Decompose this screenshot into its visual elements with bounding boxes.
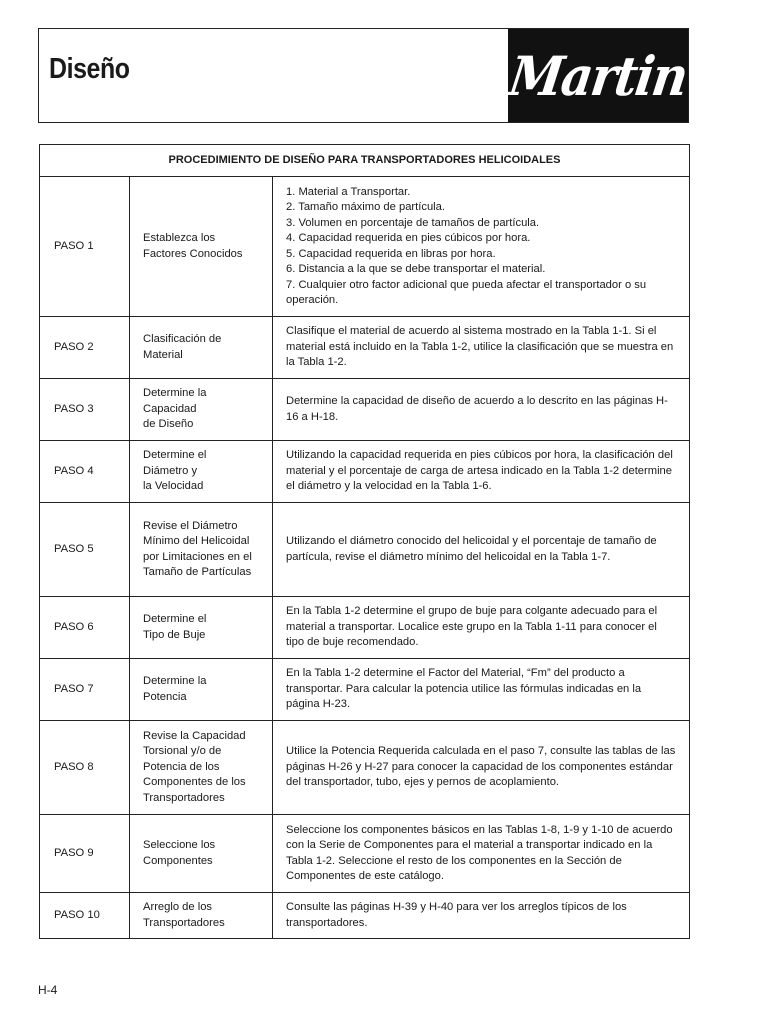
step-name bbox=[130, 659, 273, 721]
step-name-line: Determine la bbox=[143, 675, 207, 687]
step-name-line: Clasificación de bbox=[143, 333, 222, 345]
step-name-line: Potencia bbox=[143, 690, 187, 703]
step-label: PASO 8 bbox=[40, 721, 130, 815]
step-label: PASO 10 bbox=[40, 893, 130, 939]
table-title: PROCEDIMIENTO DE DISEÑO PARA TRANSPORTADORES HELICOIDALES bbox=[40, 145, 690, 177]
step-name-line: Determine el bbox=[143, 449, 207, 462]
table-row bbox=[40, 441, 690, 503]
step-label: PASO 7 bbox=[40, 659, 130, 721]
step-description-line: 7. Cualquier otro factor adicional que pueda afectar el transportador o su operación. bbox=[286, 278, 647, 306]
step-name-line: Tamaño de Partículas bbox=[143, 566, 252, 578]
step-description-line: 1. Material a Transportar. bbox=[286, 185, 411, 198]
step-description bbox=[273, 441, 690, 503]
step-name-line: Mínimo del Helicoidal bbox=[143, 535, 250, 547]
step-name bbox=[130, 503, 273, 597]
step-name-line: de Diseño bbox=[143, 418, 194, 431]
step-description-line: 4. Capacidad requerida en pies cúbicos por hora. bbox=[286, 232, 531, 244]
step-description bbox=[273, 503, 690, 597]
step-name-line: Capacidad bbox=[143, 402, 197, 415]
page-number: H-4 bbox=[38, 983, 58, 997]
step-description-line: Utilizando el diámetro conocido del helicoidal y el porcentaje de tamaño de partícula, revise el diámetro mínimo del helicoidal en la Tabla 1-7. bbox=[286, 535, 657, 563]
martin-logo bbox=[505, 29, 691, 122]
step-name bbox=[130, 441, 273, 503]
table-row bbox=[40, 379, 690, 441]
page-header bbox=[38, 28, 689, 123]
step-label: PASO 4 bbox=[40, 441, 130, 503]
step-name bbox=[130, 177, 273, 317]
step-name-line: por Limitaciones en el bbox=[143, 550, 252, 563]
step-label: PASO 3 bbox=[40, 379, 130, 441]
table-title-row bbox=[40, 145, 690, 177]
step-name bbox=[130, 597, 273, 659]
step-description bbox=[273, 815, 690, 893]
step-name bbox=[130, 721, 273, 815]
step-label: PASO 2 bbox=[40, 317, 130, 379]
step-description-line: 6. Distancia a la que se debe transportar el material. bbox=[286, 263, 546, 275]
step-name bbox=[130, 815, 273, 893]
step-description bbox=[273, 177, 690, 317]
table-row bbox=[40, 597, 690, 659]
table-row bbox=[40, 815, 690, 893]
step-name-line: Factores Conocidos bbox=[143, 247, 243, 260]
step-description-line: Consulte las páginas H-39 y H-40 para ver los arreglos típicos de los transportadores. bbox=[286, 901, 627, 929]
table-row bbox=[40, 721, 690, 815]
step-name bbox=[130, 379, 273, 441]
step-name bbox=[130, 893, 273, 939]
step-name-line: Material bbox=[143, 348, 183, 361]
step-name-line: Revise el Diámetro bbox=[143, 519, 238, 532]
step-description-line: Utilizando la capacidad requerida en pies cúbicos por hora, la clasificación del material y el porcentaje de carga de artesa indicado en la Tabla 1-2 determine el diámetro y la velocidad en la Tabla 1-6. bbox=[286, 449, 673, 493]
step-description bbox=[273, 721, 690, 815]
step-description-line: Clasifique el material de acuerdo al sistema mostrado en la Tabla 1-1. Si el material está incluido en la Tabla 1-2, utilice la clasificación que se muestra en la Tabla 1-2. bbox=[286, 325, 674, 369]
step-name-line: Revise la Capacidad bbox=[143, 729, 246, 742]
step-description-line: En la Tabla 1-2 determine el grupo de buje para colgante adecuado para el material a transportar. Localice este grupo en la Tabla 1-11 para conocer el tipo de buje recomendado. bbox=[286, 605, 658, 649]
step-name-line: Transportadores bbox=[143, 916, 225, 929]
step-description-line: 3. Volumen en porcentaje de tamaños de partícula. bbox=[286, 216, 540, 229]
step-label: PASO 1 bbox=[40, 177, 130, 317]
step-name-line: la Velocidad bbox=[143, 480, 204, 493]
step-name-line: Potencia de los bbox=[143, 760, 220, 773]
step-name-line: Establezca los bbox=[143, 232, 216, 244]
step-description bbox=[273, 659, 690, 721]
step-name-line: Determine la bbox=[143, 387, 207, 400]
step-description-line: Seleccione los componentes básicos en las Tablas 1-8, 1-9 y 1-10 de acuerdo con la Serie de Componentes para el material a transportar indicado en la Tabla 1-2. Seleccione el resto de los componentes en la Sección de Componentes de este catálogo. bbox=[286, 823, 673, 882]
table-row bbox=[40, 659, 690, 721]
step-name-line: Componentes de los bbox=[143, 776, 246, 789]
table-row bbox=[40, 503, 690, 597]
step-description bbox=[273, 317, 690, 379]
step-label: PASO 6 bbox=[40, 597, 130, 659]
step-name bbox=[130, 317, 273, 379]
step-description-line: 5. Capacidad requerida en libras por hora. bbox=[286, 247, 496, 260]
step-name-line: Determine el bbox=[143, 613, 207, 625]
step-name-line: Torsional y/o de bbox=[143, 745, 222, 758]
step-name-line: Arreglo de los bbox=[143, 901, 213, 913]
step-description bbox=[273, 893, 690, 939]
page-title: Diseño bbox=[49, 53, 130, 85]
step-name-line: Tipo de Buje bbox=[143, 628, 206, 641]
step-description-line: Utilice la Potencia Requerida calculada en el paso 7, consulte las tablas de las páginas H-26 y H-27 para conocer la capacidad de los componentes estándar del transportador, tubo, ejes y pernos de acoplamiento. bbox=[286, 745, 676, 789]
table-row bbox=[40, 893, 690, 939]
step-name-line: Diámetro y bbox=[143, 464, 198, 477]
table-body bbox=[40, 177, 690, 939]
step-description-line: Determine la capacidad de diseño de acuerdo a lo descrito en las páginas H-16 a H-18. bbox=[286, 395, 668, 423]
step-name-line: Transportadores bbox=[143, 791, 225, 804]
step-name-line: Componentes bbox=[143, 854, 213, 867]
table-row bbox=[40, 177, 690, 317]
step-description bbox=[273, 597, 690, 659]
step-description-line: En la Tabla 1-2 determine el Factor del Material, “Fm” del producto a transportar. Para calcular la potencia utilice las fórmulas indicadas en la página H-23. bbox=[286, 667, 642, 711]
step-label: PASO 9 bbox=[40, 815, 130, 893]
table-row bbox=[40, 317, 690, 379]
step-name-line: Seleccione los bbox=[143, 839, 216, 851]
logo-text: Martin bbox=[505, 43, 691, 108]
step-description-line: 2. Tamaño máximo de partícula. bbox=[286, 201, 445, 213]
procedure-table-container bbox=[39, 144, 689, 939]
step-label: PASO 5 bbox=[40, 503, 130, 597]
procedure-table bbox=[39, 144, 690, 939]
step-description bbox=[273, 379, 690, 441]
